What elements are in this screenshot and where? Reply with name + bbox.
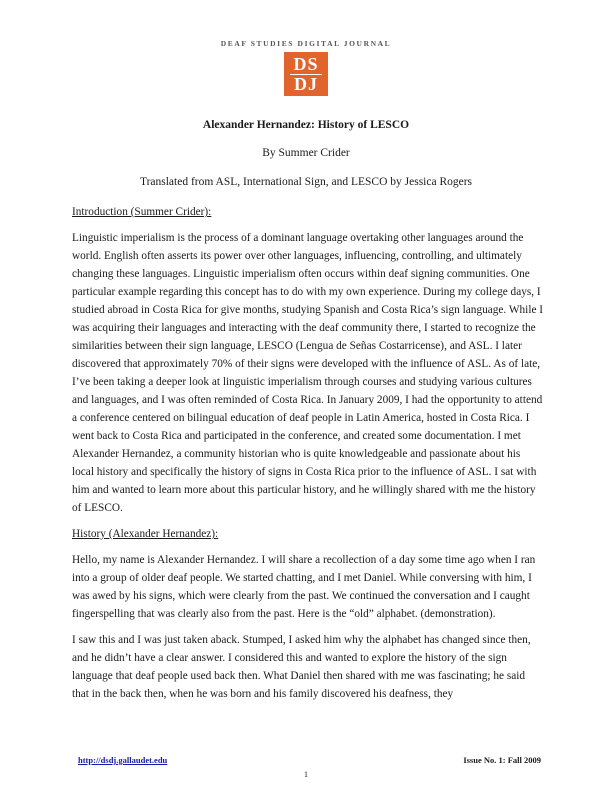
- history-paragraph-1: Hello, my name is Alexander Hernandez. I will share a recollection of a day some time ago when I ran into a group of older deaf people. We started chatting, and I met Daniel. While conversing with him, I was awed by his signs, which were clearly from the past. We continued the conversation and I caught fingerspelling that was clearly also from the past. Here is the “old” alphabet. (demonstration).: [72, 554, 536, 620]
- article-byline: By Summer Crider: [262, 147, 350, 159]
- intro-heading: Introduction (Summer Crider):: [72, 206, 212, 218]
- page-number: 1: [304, 770, 308, 779]
- intro-paragraph: Linguistic imperialism is the process of a dominant language overtaking other languages around the world. English often asserts its power over other languages, influencing, controlling, and ultimately changing these languages. Linguistic imperialism often occurs within deaf signing communities. One particular example regarding this concept has to do with my own experience. During my college days, I studied abroad in Costa Rica for give months, studying Spanish and Costa Rica’s sign language. While I was acquiring their languages and interacting with the deaf community there, I started to recognize the similarities between their sign language, LESCO (Lengua de Señas Costarricense), and ASL. I later discovered that approximately 70% of their signs were developed with the influence of ASL. As of late, I’ve been taking a deeper look at linguistic imperialism through courses and studying various cultures and languages, and I was often reminded of Costa Rica. In January 2009, I had the opportunity to attend a conference centered on bilingual education of deaf people in Latin America, hosted in Costa Rica. I went back to Costa Rica and participated in the conference, and created some documentation. I met Alexander Hernandez, a community historian who is quite knowledgeable and passionate about his local history and specifically the history of signs in Costa Rica prior to the influence of ASL. I sat with him and wanted to learn more about this particular history, and he willingly shared with me the history of LESCO.: [72, 232, 544, 514]
- article-body: [72, 203, 544, 711]
- dsdj-logo: [284, 52, 328, 96]
- logo-bottom-letters: DJ: [294, 74, 318, 94]
- logo-top-letters: DS: [293, 54, 319, 74]
- history-paragraph-2: I saw this and I was just taken aback. Stumped, I asked him why the alphabet has changed since then, and he didn’t have a clear answer. I considered this and wanted to explore the history of the sign language that deaf people used back then. What Daniel then shared with me was fascinating; he said that in the back then, when he was born and his family discovered his deafness, they: [72, 634, 531, 700]
- history-heading: History (Alexander Hernandez):: [72, 528, 219, 540]
- issue-label: Issue No. 1: Fall 2009: [463, 755, 541, 765]
- translation-credit: Translated from ASL, International Sign, and LESCO by Jessica Rogers: [139, 176, 473, 188]
- journal-name: DEAF STUDIES DIGITAL JOURNAL: [220, 39, 392, 48]
- article-title: Alexander Hernandez: History of LESCO: [202, 119, 410, 131]
- journal-url-link[interactable]: http://dsdj.gallaudet.edu: [78, 755, 168, 765]
